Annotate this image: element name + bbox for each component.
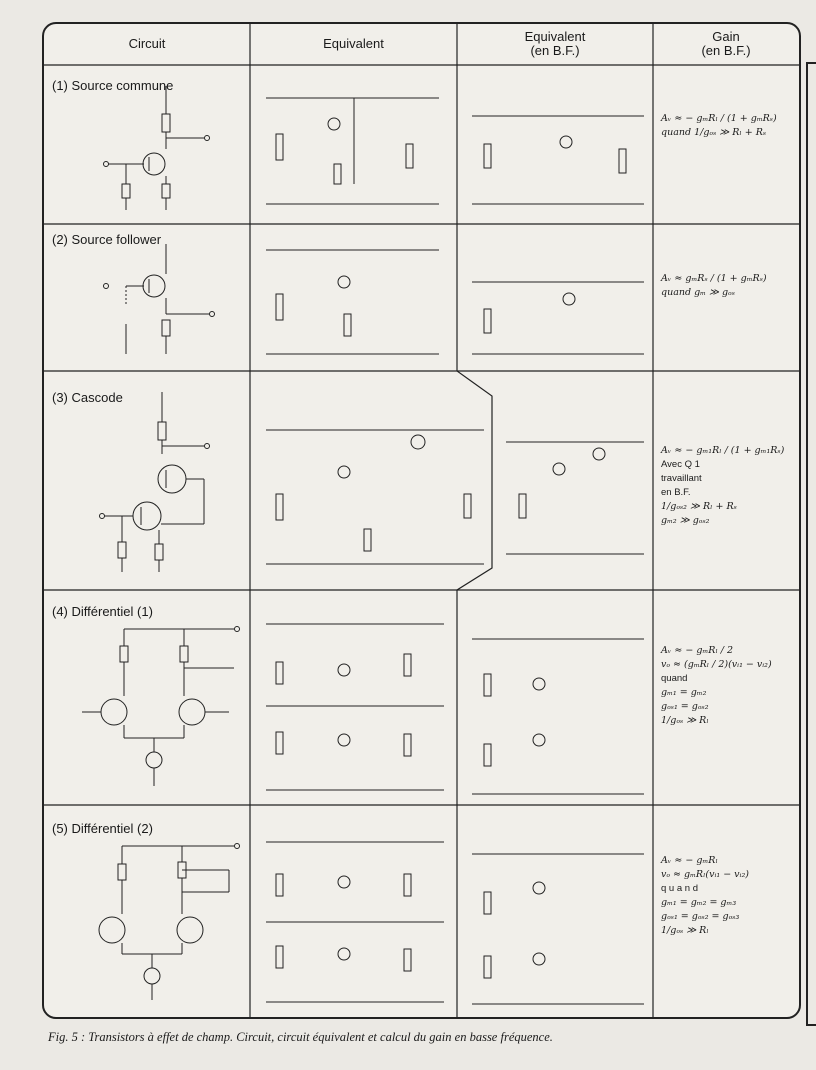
circuit-schematic-2 (104, 244, 215, 354)
gain-formula-3: Aᵥ ≈ − gₘ₁Rₗ / (1 + gₘ₁Rₛ) Avec Q 1 travaillant en B.F. 1/gₒₛ₂ ≫ Rₗ + Rₛ gₘ₂ ≫ gₒₛ₂ (661, 445, 785, 526)
equivalent-schematics (266, 98, 484, 1002)
gain-formula-1: Aᵥ ≈ − gₘRₗ / (1 + gₘRₛ) quand 1/gₒₛ ≫ Rₗ + Rₛ (661, 113, 777, 138)
figure-caption: Fig. 5 : Transistors à effet de champ. Circuit, circuit équivalent et calcul du gain en basse fréquence. (48, 1030, 553, 1044)
circuit-schematic-5 (99, 844, 240, 1001)
row-label-2: (2) Source follower (52, 232, 162, 247)
header-gain: Gain (en B.F.) (701, 29, 751, 58)
circuit-schematic-4 (82, 627, 240, 787)
row-label-5: (5) Différentiel (2) (52, 821, 153, 836)
row-label-3: (3) Cascode (52, 390, 123, 405)
row-label-1: (1) Source commune (52, 78, 174, 93)
circuit-schematic-3 (100, 392, 210, 572)
header-equivalent: Equivalent (323, 36, 384, 51)
gain-formula-5: Aᵥ ≈ − gₘRₗ vₒ ≈ gₘRₗ(vᵢ₁ − vᵢ₂) q u a n d gₘ₁ = gₘ₂ = gₘ₃ gₒₛ₁ = gₒₛ₂ = gₒₛ₃ 1/gₒₛ ≫ Rₗ (661, 855, 749, 936)
gain-formula-4: Aᵥ ≈ − gₘRₗ / 2 vₒ ≈ (gₘRₗ / 2)(vᵢ₁ − vᵢ₂) quand gₘ₁ = gₘ₂ gₒₛ₁ = gₒₛ₂ 1/gₒₛ ≫ Rₗ (661, 645, 772, 726)
adjacent-page-edge (806, 62, 816, 1026)
circuit-schematic-1 (104, 86, 210, 210)
row-label-4: (4) Différentiel (1) (52, 604, 153, 619)
equivalent-bf-schematics (472, 116, 644, 1004)
header-circuit: Circuit (128, 36, 166, 51)
header-equivalent-bf: Equivalent (en B.F.) (524, 29, 586, 58)
gain-formula-2: Aᵥ ≈ gₘRₛ / (1 + gₘRₛ) quand gₘ ≫ gₒₛ (661, 273, 767, 298)
figure-table (42, 22, 801, 1019)
